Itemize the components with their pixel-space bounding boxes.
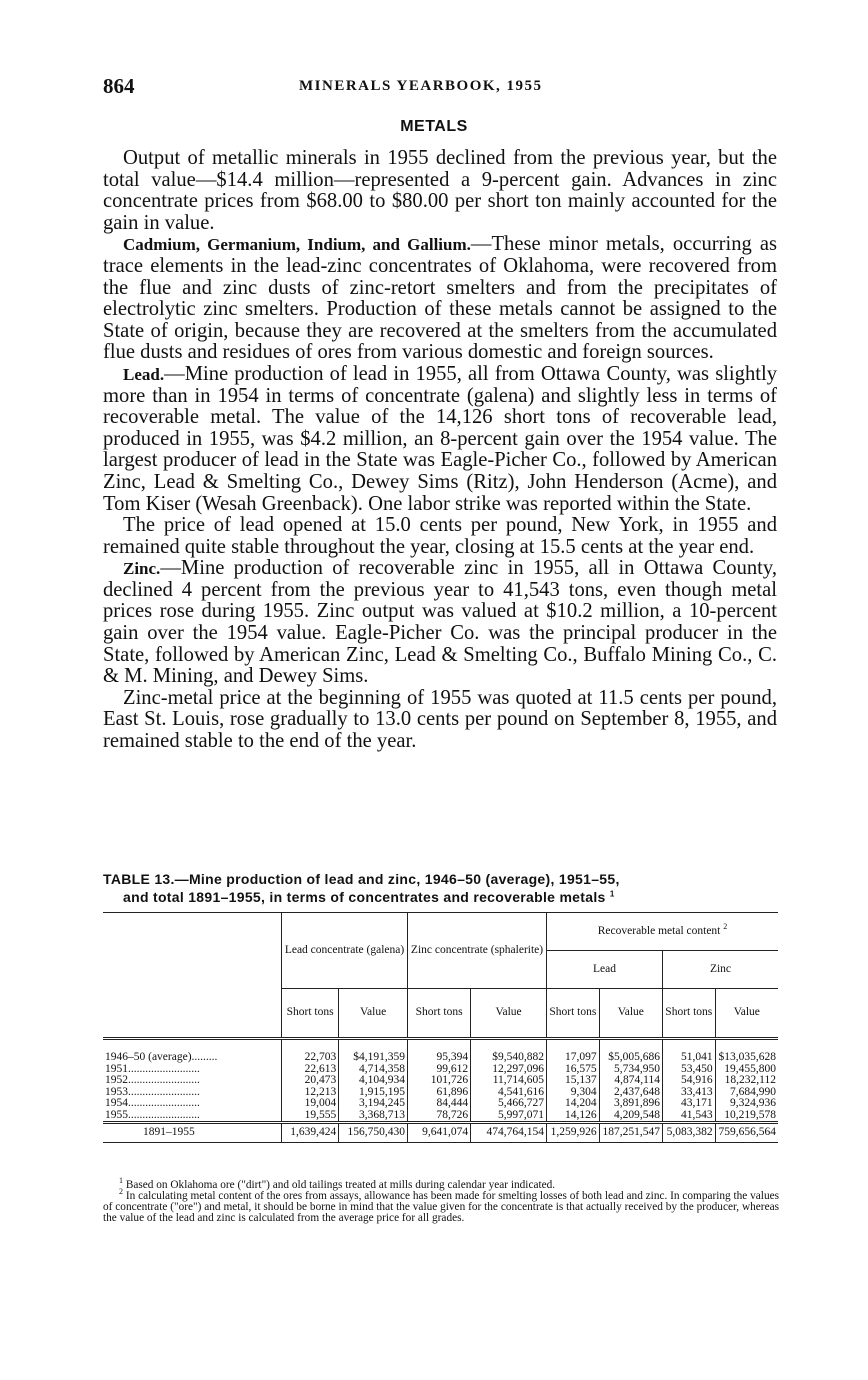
header-value: Value bbox=[339, 989, 408, 1039]
run-in-heading: Lead. bbox=[123, 364, 165, 384]
header-short-tons: Short tons bbox=[408, 989, 471, 1039]
paragraph-text: Output of metallic minerals in 1955 declined from the previous year, but the total value—$14.4 million—represented a 9-percent gain. Advances in zinc concentrate prices from $68.00 to $80.00 per short ton mainly accounted for the gain in value. bbox=[103, 147, 777, 234]
table-cell: 4,874,114 bbox=[599, 1075, 662, 1087]
table-cell: 78,726 bbox=[408, 1110, 471, 1123]
header-lead-concentrate: Lead concentrate (galena) bbox=[282, 913, 408, 989]
paragraph-text: Zinc-metal price at the beginning of 1955 was quoted at 11.5 cents per pound, East St. Louis, rose gradually to 13.0 cents per pound on September 8, 1955, and remained stable to the end of the year. bbox=[103, 686, 777, 753]
paragraph-text: —Mine production of recoverable zinc in 1955, all in Ottawa County, declined 4 percent from the previous year to 41,543 tons, even though metal prices rose during 1955. Zinc output was valued at $10.2 million, a 10-percent gain over the 1954 value. Eagle-Picher Co. was the principal producer in the State, followed by American Zinc, Lead & Smelting Co., Buffalo Mining Co., C. & M. Mining, and Dewey Sims. bbox=[103, 557, 777, 688]
row-label-text: 1951 bbox=[105, 1062, 128, 1075]
table-cell: 22,703 bbox=[282, 1052, 339, 1064]
table-cell: 14,204 bbox=[547, 1098, 600, 1110]
table-cell: 11,714,605 bbox=[471, 1075, 547, 1087]
table-cell: 18,232,112 bbox=[715, 1075, 778, 1087]
table-cell: $5,005,686 bbox=[599, 1052, 662, 1064]
row-label: 1891–1955 bbox=[103, 1123, 282, 1143]
caption-text: and total 1891–1955, in terms of concentrates and recoverable metals bbox=[123, 889, 606, 905]
paragraph-lead bbox=[103, 364, 777, 515]
dot-leader: ......................... bbox=[128, 1097, 200, 1109]
row-label-text: 1954 bbox=[105, 1097, 128, 1109]
table-cell: 101,726 bbox=[408, 1075, 471, 1087]
header-lead: Lead bbox=[547, 951, 663, 989]
table-cell: 4,209,548 bbox=[599, 1110, 662, 1123]
table-cell: 4,541,616 bbox=[471, 1087, 547, 1099]
footnote-ref: 1 bbox=[609, 889, 615, 899]
dot-leader: ......................... bbox=[128, 1085, 200, 1098]
header-short-tons: Short tons bbox=[547, 989, 600, 1039]
row-label bbox=[103, 1110, 282, 1123]
table-cell: 99,612 bbox=[408, 1064, 471, 1076]
header-zinc: Zinc bbox=[662, 951, 778, 989]
footnote-2 bbox=[103, 1187, 779, 1224]
footnote-ref: 2 bbox=[723, 921, 728, 931]
row-label-text: 1955 bbox=[105, 1108, 128, 1121]
footnote-mark: 2 bbox=[119, 1187, 123, 1197]
table-cell: 53,450 bbox=[662, 1064, 715, 1076]
table-cell: 14,126 bbox=[547, 1110, 600, 1123]
table-cell: 12,297,096 bbox=[471, 1064, 547, 1076]
table-cell: 5,466,727 bbox=[471, 1098, 547, 1110]
footnote-text: In calculating metal content of the ores from assays, allowance has been made for smelting losses of both lead and zinc. In comparing the values of concentrate ("ore") and metal, it should be borne in mind that the value given for the concentrate is that actually received by the producer, whereas the value of the lead and zinc is calculated from the average price for all grades. bbox=[103, 1190, 779, 1224]
header-text: Recoverable metal content bbox=[597, 924, 721, 937]
table-cell: 12,213 bbox=[282, 1087, 339, 1099]
table-body bbox=[103, 1052, 778, 1123]
table-caption bbox=[103, 870, 778, 906]
header-value: Value bbox=[715, 989, 778, 1039]
header-recoverable bbox=[547, 913, 778, 951]
stub-header bbox=[103, 913, 282, 989]
paragraph-intro bbox=[103, 148, 777, 234]
production-table bbox=[103, 912, 778, 1143]
table-cell: 19,004 bbox=[282, 1098, 339, 1110]
table-cell: $9,540,882 bbox=[471, 1052, 547, 1064]
row-label-text: 1953 bbox=[105, 1085, 128, 1098]
table-cell: 43,171 bbox=[662, 1098, 715, 1110]
table-cell: 3,194,245 bbox=[339, 1098, 408, 1110]
section-title: METALS bbox=[400, 118, 468, 135]
run-in-heading: Zinc. bbox=[123, 559, 161, 579]
table-cell: 7,684,990 bbox=[715, 1087, 778, 1099]
header-short-tons: Short tons bbox=[662, 989, 715, 1039]
body-text bbox=[103, 148, 777, 753]
paragraph-zinc-price bbox=[103, 688, 777, 753]
table-cell: 5,997,071 bbox=[471, 1110, 547, 1123]
table-cell: $4,191,359 bbox=[339, 1052, 408, 1064]
table-cell: 61,896 bbox=[408, 1087, 471, 1099]
table-cell: 5,734,950 bbox=[599, 1064, 662, 1076]
table-cell: 156,750,430 bbox=[339, 1123, 408, 1143]
table-row bbox=[103, 1075, 778, 1087]
table-cell: 9,641,074 bbox=[408, 1123, 471, 1143]
table-cell: 3,891,896 bbox=[599, 1098, 662, 1110]
dot-leader: ......... bbox=[191, 1051, 218, 1063]
table-cell: 1,259,926 bbox=[547, 1123, 600, 1143]
table-cell: 17,097 bbox=[547, 1052, 600, 1064]
table-cell: 41,543 bbox=[662, 1110, 715, 1123]
row-label-text: 1952 bbox=[105, 1074, 128, 1086]
header-value: Value bbox=[471, 989, 547, 1039]
page-header bbox=[103, 74, 773, 98]
footnote-text: Based on Oklahoma ore ("dirt") and old tailings treated at mills during calendar year indicated. bbox=[125, 1179, 556, 1191]
table-row-total bbox=[103, 1123, 778, 1143]
caption-line: TABLE 13.—Mine production of lead and zinc, 1946–50 (average), 1951–55, bbox=[103, 871, 620, 887]
header-zinc-concentrate: Zinc concentrate (sphalerite) bbox=[408, 913, 547, 989]
footnotes bbox=[103, 1176, 779, 1224]
table-cell: 95,394 bbox=[408, 1052, 471, 1064]
paragraph-zinc bbox=[103, 558, 777, 688]
table-cell: 20,473 bbox=[282, 1075, 339, 1087]
table-cell: 1,915,195 bbox=[339, 1087, 408, 1099]
page-number: 864 bbox=[103, 74, 135, 98]
table-cell: 1,639,424 bbox=[282, 1123, 339, 1143]
table-cell: 22,613 bbox=[282, 1064, 339, 1076]
table-cell: 16,575 bbox=[547, 1064, 600, 1076]
table-row bbox=[103, 1098, 778, 1110]
table-row bbox=[103, 1110, 778, 1123]
table-cell: 15,137 bbox=[547, 1075, 600, 1087]
table-cell: 759,656,564 bbox=[715, 1123, 778, 1143]
table-cell: 4,714,358 bbox=[339, 1064, 408, 1076]
table-row bbox=[103, 1052, 778, 1064]
table-cell: $13,035,628 bbox=[715, 1052, 778, 1064]
paragraph-lead-price bbox=[103, 515, 777, 558]
paragraph-minor-metals bbox=[103, 234, 777, 364]
table-cell: 5,083,382 bbox=[662, 1123, 715, 1143]
paragraph-text: —Mine production of lead in 1955, all from Ottawa County, was slightly more than in 1954 in terms of concentrate (galena) and slightly less in terms of recoverable metal. The value of the 14,126 short tons of recoverable lead, produced in 1955, was $4.2 million, an 8-percent gain over the 1954 value. The largest producer of lead in the State was Eagle-Picher Co., followed by American Zinc, Lead & Smelting Co., Dewey Sims (Ritz), John Henderson (Acme), and Tom Kiser (Wesah Greenback). One labor strike was reported within the State. bbox=[103, 362, 777, 515]
header-value: Value bbox=[599, 989, 662, 1039]
table-cell: 51,041 bbox=[662, 1052, 715, 1064]
run-in-heading: Cadmium, Germanium, Indium, and Gallium. bbox=[123, 235, 471, 255]
table-cell: 474,764,154 bbox=[471, 1123, 547, 1143]
table-cell: 187,251,547 bbox=[599, 1123, 662, 1143]
table-cell: 3,368,713 bbox=[339, 1110, 408, 1123]
table-cell: 9,324,936 bbox=[715, 1098, 778, 1110]
table-cell: 54,916 bbox=[662, 1075, 715, 1087]
table-cell: 10,219,578 bbox=[715, 1110, 778, 1123]
table-cell: 4,104,934 bbox=[339, 1075, 408, 1087]
table-cell: 9,304 bbox=[547, 1087, 600, 1099]
footnote-mark: 1 bbox=[119, 1176, 123, 1186]
caption-line bbox=[103, 888, 778, 906]
dot-leader: ......................... bbox=[128, 1108, 200, 1121]
table-cell: 2,437,648 bbox=[599, 1087, 662, 1099]
stub-header bbox=[103, 989, 282, 1039]
paragraph-text: —These minor metals, occurring as trace elements in the lead-zinc concentrates of Oklahoma, were recovered from the flue and zinc dusts of zinc-retort smelters and from the precipitates of electrolytic zinc smelters. Production of these metals cannot be assigned to the State of origin, because they are recovered at the smelters from the accumulated flue dusts and residues of ores from various domestic and foreign sources. bbox=[103, 233, 777, 364]
paragraph-text: The price of lead opened at 15.0 cents per pound, New York, in 1955 and remained quite stable throughout the year, closing at 15.5 cents at the year end. bbox=[103, 514, 777, 558]
table-cell: 19,555 bbox=[282, 1110, 339, 1123]
running-title: MINERALS YEARBOOK, 1955 bbox=[299, 78, 543, 94]
dot-leader: ......................... bbox=[128, 1074, 200, 1086]
header-short-tons: Short tons bbox=[282, 989, 339, 1039]
dot-leader: ......................... bbox=[128, 1062, 200, 1075]
table-cell: 33,413 bbox=[662, 1087, 715, 1099]
row-label-text: 1946–50 (average) bbox=[105, 1051, 192, 1063]
table-cell: 19,455,800 bbox=[715, 1064, 778, 1076]
table-cell: 84,444 bbox=[408, 1098, 471, 1110]
